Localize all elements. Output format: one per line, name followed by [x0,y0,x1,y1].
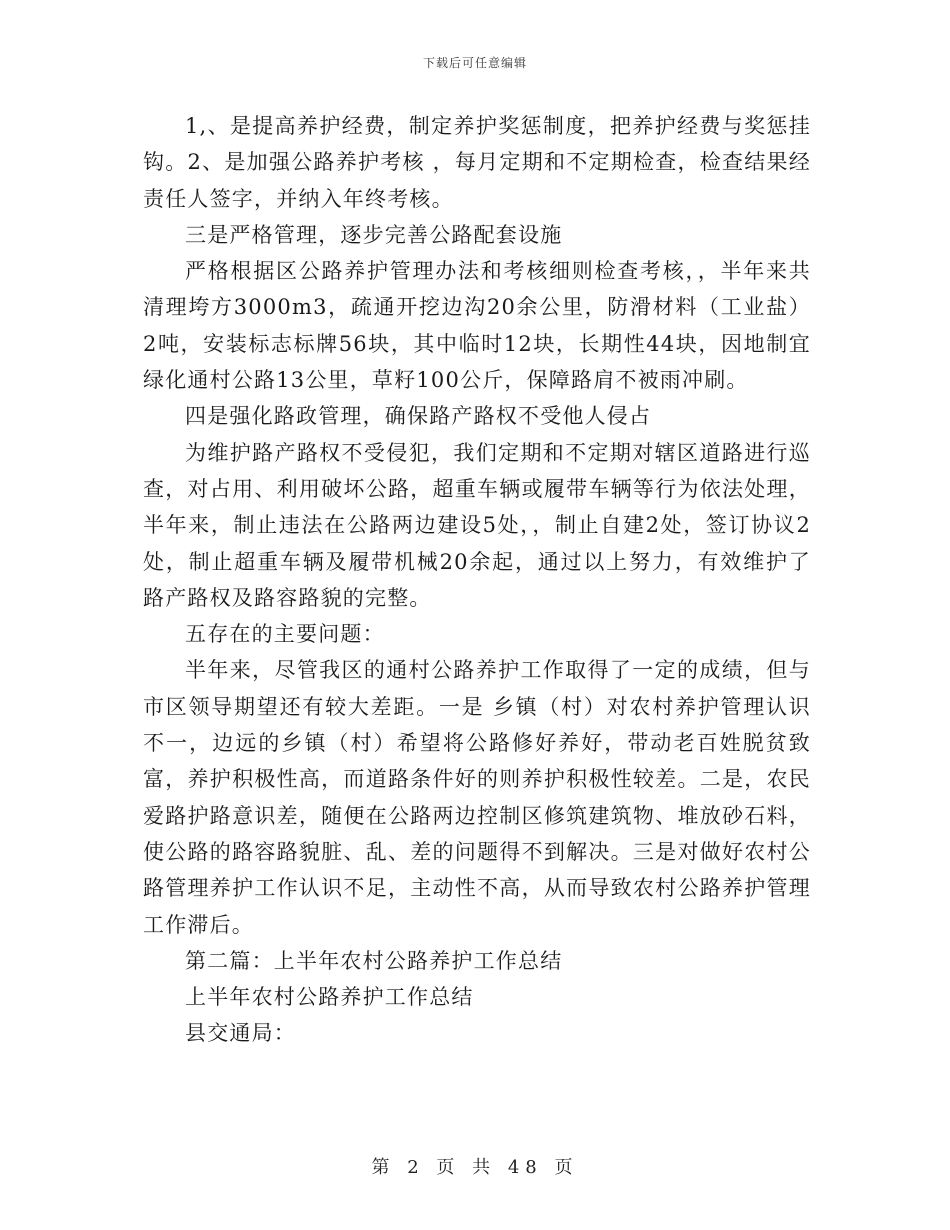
section-heading-strict-management: 三是严格管理，逐步完善公路配套设施 [185,222,563,247]
article-subtitle: 上半年农村公路养护工作总结 [185,985,474,1010]
article-title-second: 第二篇：上半年农村公路养护工作总结 [185,948,563,973]
paragraph-problems: 半年来，尽管我区的通村公路养护工作取得了一定的成绩，但与市区领导期望还有较大差距。一是 乡镇（村）对农村养护管理认识不一，边远的乡镇（村）希望将公路修好养好，带动老百姓脱贫致富，养护积极性高，而道路条件好的则养护积极性较差。二是，农民爱路护路意识差，随便在公路两边控制区修筑建筑物、堆放砂石料，使公路的路容路貌脏、乱、差的问题得不到解决。三是对做好农村公路管理养护工作认识不足，主动性不高，从而导致农村公路养护管理工作滞后。 [143,658,811,937]
page-footer: 第 2 页 共 48 页 [371,1157,579,1178]
section-heading-road-administration: 四是强化路政管理，确保路产路权不受他人侵占 [185,404,652,429]
paragraph-inspection-results: 严格根据区公路养护管理办法和考核细则检查考核，，半年来共清理垮方3000m3，疏通开挖边沟20余公里，防滑材料（工业盐）2吨，安装标志标牌56块，其中临时12块，长期性44块，因地制宜绿化通村公路13公里，草籽100公斤，保障路肩不被雨冲刷。 [143,259,811,393]
salutation: 县交通局： [185,1021,296,1046]
paragraph-funding: 1,、是提高养护经费，制定养护奖惩制度，把养护经费与奖惩挂钩。2、是加强公路养护考核 ，每月定期和不定期检查，检查结果经责任人签字，并纳入年终考核。 [143,114,811,211]
paragraph-road-rights: 为维护路产路权不受侵犯，我们定期和不定期对辖区道路进行巡查，对占用、利用破坏公路，超重车辆或履带车辆等行为依法处理，半年来，制止违法在公路两边建设5处，，制止自建2处，签订协议2处，制止超重车辆及履带机械20余起，通过以上努力，有效维护了路产路权及路容路貌的完整。 [143,440,811,610]
document-body [143,108,811,1052]
page-header: 下载后可任意编辑 [422,56,527,70]
section-heading-main-problems: 五存在的主要问题： [185,622,385,647]
